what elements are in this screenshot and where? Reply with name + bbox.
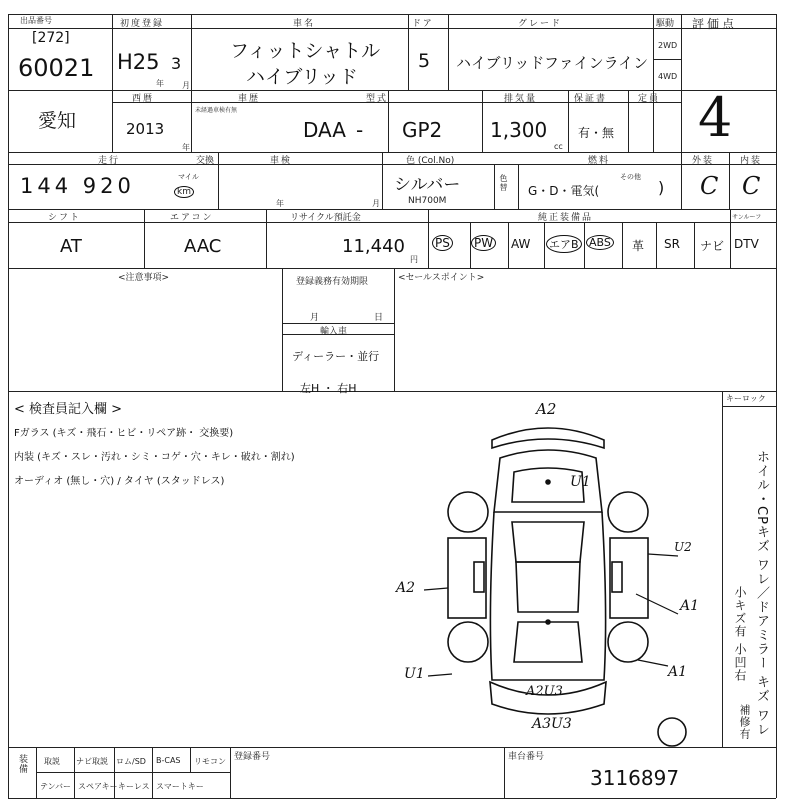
year-unit: 年 (182, 143, 190, 152)
equipment-label: 純正装備品 (538, 213, 594, 223)
mark-leader-lines (388, 534, 688, 714)
score-value: 4 (698, 86, 733, 149)
equipment-leather: 革 (632, 239, 645, 253)
sales-point-label: <セールスポイント> (398, 273, 485, 283)
rule (8, 14, 776, 15)
recycle-value: 11,440 (342, 236, 405, 257)
model-dash: - (356, 118, 364, 142)
year-label: 西暦 (132, 94, 155, 104)
mark-left-low: U1 (404, 666, 425, 682)
rule (8, 798, 776, 799)
inspector-line2: 内装 (キズ・スレ・汚れ・シミ・コゲ・穴・キレ・破れ・割れ) (14, 452, 295, 463)
model-label: 型式 (366, 94, 389, 104)
side-notes-mid: 小キズ有 小凹右 (733, 586, 747, 682)
footer-item-manual: 取説 (44, 757, 60, 766)
drive-2wd: 2WD (658, 41, 678, 50)
equipment-ps: PS (432, 235, 453, 251)
equipment-sr: SR (664, 237, 680, 251)
mark-rear-b: A3U3 (532, 716, 572, 732)
equipment-aw: AW (511, 237, 531, 251)
reg-number-label: 登録番号 (234, 752, 271, 762)
doors-label: ドア (412, 19, 434, 29)
footer-item-navi-manual: ナビ取説 (76, 757, 108, 766)
notes-label: <注意事項> (118, 273, 170, 283)
equipment-airbag: エアB (546, 235, 582, 253)
color-value: シルバー (394, 175, 461, 195)
mileage-unit-km: km (174, 186, 194, 198)
mark-right-mid: A1 (680, 598, 700, 614)
chassis-number: 3116897 (590, 766, 680, 790)
reg-year-unit: 年 (156, 79, 164, 88)
color-change-label: 色替 (499, 174, 508, 192)
model-prefix: DAA (303, 118, 346, 142)
reg-expiry-label: 登録義務有効期限 (296, 277, 369, 287)
dealer-value: ディーラー・並行 (292, 350, 380, 363)
exterior-value: C (700, 172, 719, 200)
mark-right-low: A1 (668, 664, 688, 680)
lot-bracket: [272] (32, 30, 70, 46)
footer-item-rom-sd: ロム/SD (116, 757, 146, 766)
rule (8, 268, 776, 269)
expiry-month-label: 月 (310, 313, 320, 323)
recycle-unit: 円 (410, 255, 418, 264)
keylock-label: キーロック (726, 394, 766, 403)
rule (8, 209, 776, 210)
score-label: 評価点 (692, 17, 738, 31)
reg-era: H25 (117, 50, 160, 74)
expiry-day-label: 日 (374, 313, 384, 323)
meter-label: 交換 (196, 156, 215, 166)
inspector-title: < 検査員記入欄 > (14, 402, 123, 417)
mark-right-top: U2 (674, 540, 692, 554)
footer-item-remote: リモコン (194, 757, 226, 766)
footer-item-spare-key: スペアキー (78, 782, 118, 791)
side-notes-left: 補修有 (738, 704, 751, 740)
color-code: NH700M (408, 196, 447, 206)
car-name-line2: ハイブリッド (246, 66, 358, 88)
mark-top: A2 (536, 400, 557, 418)
mileage-value: 144 920 (20, 174, 135, 198)
sunroof-label: サンルーフ (732, 214, 762, 221)
fuel-label: 燃料 (588, 156, 611, 166)
footer-item-keyless: キーレス (118, 782, 150, 791)
capacity-label: 定員 (638, 94, 661, 104)
equipment-pw: PW (471, 235, 496, 251)
drive-4wd: 4WD (658, 72, 678, 81)
warranty-value: 有・無 (578, 126, 615, 140)
equipment-abs: ABS (586, 235, 614, 250)
rule (8, 90, 776, 91)
mileage-label: 走行 (98, 156, 121, 166)
grade-label: グレード (518, 19, 563, 29)
mark-rear-a: A2U3 (526, 684, 563, 699)
interior-value: C (742, 172, 761, 200)
reg-month-unit: 月 (182, 81, 190, 90)
rule (8, 14, 9, 798)
doors-value: 5 (418, 50, 431, 72)
first-reg-label: 初度登録 (120, 19, 165, 29)
steering-value: 左H ・ 右H (300, 382, 357, 395)
footer-label: 装備 (17, 754, 27, 774)
inspection-label: 車歴 (238, 94, 261, 104)
auction-sheet (8, 14, 798, 798)
aircon-value: AAC (184, 236, 222, 257)
fuel-other: その他 (620, 173, 641, 181)
mark-front-u1: U1 (570, 474, 591, 490)
reg-month: 3 (171, 54, 182, 73)
inspector-line1: Fガラス (キズ・飛石・ヒビ・リペア跡・ 交換要) (14, 428, 234, 439)
shaken-label: 車検 (270, 156, 293, 166)
interior-label: 内装 (740, 156, 763, 166)
warranty-label: 保証書 (574, 94, 608, 104)
drive-label: 駆動 (656, 19, 675, 29)
year-value: 2013 (126, 120, 165, 138)
model-value: GP2 (402, 118, 443, 142)
rule (8, 391, 776, 392)
region: 愛知 (38, 110, 77, 132)
mark-left-mid: A2 (396, 580, 416, 596)
displacement-label: 排気量 (504, 94, 538, 104)
displacement-unit: cc (554, 142, 563, 151)
import-label: 輸入車 (320, 327, 348, 337)
shaken-month: 月 (372, 199, 380, 208)
side-notes-right: ホイル・CPキズ ワレ／ドアミラー キズ ワレ (754, 450, 769, 737)
inspection-sub: 未経過車検有無 (195, 107, 238, 114)
rule (776, 14, 777, 798)
equipment-navi: ナビ (700, 239, 725, 253)
footer-item-smart-key: スマートキー (156, 782, 204, 791)
footer-item-number: テンバー (40, 782, 72, 791)
fuel-value: G・D・電気( (528, 184, 600, 198)
inspector-line3: オーディオ (無し・穴) / タイヤ (スタッドレス) (14, 476, 225, 487)
footer-item-bcas: B-CAS (156, 756, 181, 765)
lot-number: 60021 (18, 54, 95, 82)
equipment-dtv: DTV (734, 237, 759, 251)
car-name-label: 車名 (293, 19, 316, 29)
chassis-label: 車台番号 (508, 752, 545, 762)
shaken-year: 年 (276, 199, 284, 208)
car-name-line1: フィットシャトル (230, 40, 381, 62)
shift-value: AT (60, 236, 82, 257)
mileage-unit-miles: マイル (178, 173, 199, 181)
shift-label: シフト (48, 213, 82, 223)
fuel-close: ) (658, 178, 665, 197)
lot-label: 出品番号 (20, 16, 52, 25)
exterior-label: 外装 (692, 156, 715, 166)
displacement-value: 1,300 (490, 118, 548, 142)
grade-value: ハイブリッドファインライン (456, 54, 649, 72)
inspector-stamp-icon (654, 714, 690, 750)
color-label: 色 (Col.No) (406, 156, 455, 166)
aircon-label: エアコン (170, 213, 214, 223)
rule (8, 152, 776, 153)
recycle-label: リサイクル預託金 (290, 213, 361, 223)
